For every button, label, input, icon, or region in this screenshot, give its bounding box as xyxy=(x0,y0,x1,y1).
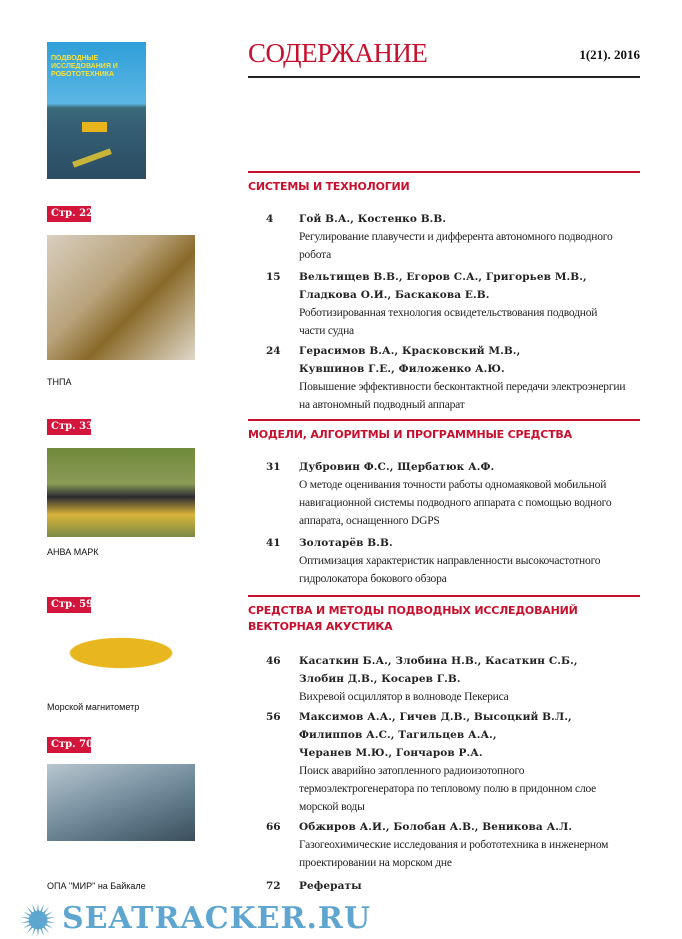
page-badge: Стр. 59 xyxy=(47,597,91,613)
article-title: Регулирование плавучести и дифферента автономного подводного xyxy=(299,231,613,243)
caption: ОПА "МИР" на Байкале xyxy=(47,881,146,891)
authors: Максимов А.А., Гичев Д.В., Высоцкий В.Л., xyxy=(299,711,572,723)
page-number: 24 xyxy=(266,345,281,357)
authors: Черанев М.Ю., Гончаров Р.А. xyxy=(299,747,483,759)
article-title: Газогеохимические исследования и робототехника в инженерном xyxy=(299,839,609,851)
article-title: термоэлектрогенератора по тепловому полю в придонном слое xyxy=(299,783,597,795)
toc-entry[interactable] xyxy=(266,342,676,414)
article-title: робота xyxy=(299,249,332,261)
toc-entry[interactable] xyxy=(266,877,676,895)
toc-entry[interactable] xyxy=(266,534,676,588)
article-title: проектировании на морском дне xyxy=(299,857,452,869)
authors: Рефераты xyxy=(299,880,362,892)
toc-entry[interactable] xyxy=(266,210,676,264)
authors: Обжиров А.И., Болобан А.В., Веникова А.Л. xyxy=(299,821,573,833)
photo-mir xyxy=(47,764,195,841)
page-number: 4 xyxy=(266,213,274,225)
toc-entry[interactable] xyxy=(266,818,676,872)
journal-cover-image xyxy=(47,42,146,179)
divider xyxy=(248,76,640,78)
page-number: 41 xyxy=(266,537,281,549)
article-title: Роботизированная технология освидетельствования подводной xyxy=(299,307,598,319)
issue-number: 1(21). 2016 xyxy=(579,47,640,62)
article-title: навигационной системы подводного аппарата с помощью водного xyxy=(299,497,612,509)
toc-entry[interactable] xyxy=(266,458,676,530)
article-title: Поиск аварийно затопленного радиоизотопного xyxy=(299,765,525,777)
page-number: 31 xyxy=(266,461,281,473)
caption: ТНПА xyxy=(47,377,72,387)
photo-magnetometer xyxy=(50,632,192,674)
page-badge: Стр. 70 xyxy=(47,737,91,753)
caption: АНВА МАРК xyxy=(47,547,99,557)
toc-entry[interactable] xyxy=(266,708,676,816)
authors: Гладкова О.И., Баскакова Е.В. xyxy=(299,289,490,301)
section-divider xyxy=(248,595,640,597)
page-number: 66 xyxy=(266,821,281,833)
section-heading: МОДЕЛИ, АЛГОРИТМЫ И ПРОГРАММНЫЕ СРЕДСТВА xyxy=(248,428,572,441)
page-number: 15 xyxy=(266,271,281,283)
caption: Морской магнитометр xyxy=(47,702,140,712)
section-heading: СРЕДСТВА И МЕТОДЫ ПОДВОДНЫХ ИССЛЕДОВАНИЙ xyxy=(248,604,578,617)
section-heading: СИСТЕМЫ И ТЕХНОЛОГИИ xyxy=(248,180,410,193)
article-title: на автономный подводный аппарат xyxy=(299,399,465,411)
authors: Гой В.А., Костенко В.В. xyxy=(299,213,447,225)
authors: Касаткин Б.А., Злобина Н.В., Касаткин С.Б., xyxy=(299,655,578,667)
watermark-text: SEATRACKER.RU xyxy=(62,901,371,936)
authors: Дубровин Ф.С., Щербатюк А.Ф. xyxy=(299,461,495,473)
section-divider xyxy=(248,419,640,421)
cover-rov xyxy=(72,148,112,167)
watermark-logo xyxy=(0,902,682,939)
page-title: СОДЕРЖАНИЕ xyxy=(248,38,428,68)
section-subheading: ВЕКТОРНАЯ АКУСТИКА xyxy=(248,620,393,633)
photo-anva-mark xyxy=(47,448,195,537)
article-title: Повышение эффективности бесконтактной передачи электроэнергии xyxy=(299,381,626,393)
article-title: Вихревой осциллятор в волноводе Пекериса xyxy=(299,691,509,703)
toc-entry[interactable] xyxy=(266,652,676,706)
page-number: 56 xyxy=(266,711,281,723)
article-title: О методе оценивания точности работы одномаяковой мобильной xyxy=(299,479,607,491)
article-title: части судна xyxy=(299,325,354,337)
page-badge: Стр. 33 xyxy=(47,419,91,435)
page-number: 46 xyxy=(266,655,281,667)
authors: Вельтищев В.В., Егоров С.А., Григорьев М.В., xyxy=(299,271,587,283)
authors: Герасимов В.А., Красковский М.В., xyxy=(299,345,521,357)
authors: Филиппов А.С., Тагильцев А.А., xyxy=(299,729,497,741)
toc-entry[interactable] xyxy=(266,268,676,340)
article-title: морской воды xyxy=(299,801,365,813)
authors: Кувшинов Г.Е., Филоженко А.Ю. xyxy=(299,363,505,375)
cover-boat xyxy=(82,122,107,132)
article-title: Оптимизация характеристик направленности высокочастотного xyxy=(299,555,601,567)
cover-title: ПОДВОДНЫЕ ИССЛЕДОВАНИЯ И РОБОТОТЕХНИКА xyxy=(51,55,118,78)
authors: Золотарёв В.В. xyxy=(299,537,393,549)
authors: Злобин Д.В., Косарев Г.В. xyxy=(299,673,461,685)
article-title: аппарата, оснащенного DGPS xyxy=(299,515,440,527)
section-divider xyxy=(248,171,640,173)
sunburst-icon xyxy=(20,902,56,938)
article-title: гидролокатора бокового обзора xyxy=(299,573,447,585)
page-number: 72 xyxy=(266,880,281,892)
photo-tnpa xyxy=(47,235,195,360)
page-badge: Стр. 22 xyxy=(47,206,91,222)
